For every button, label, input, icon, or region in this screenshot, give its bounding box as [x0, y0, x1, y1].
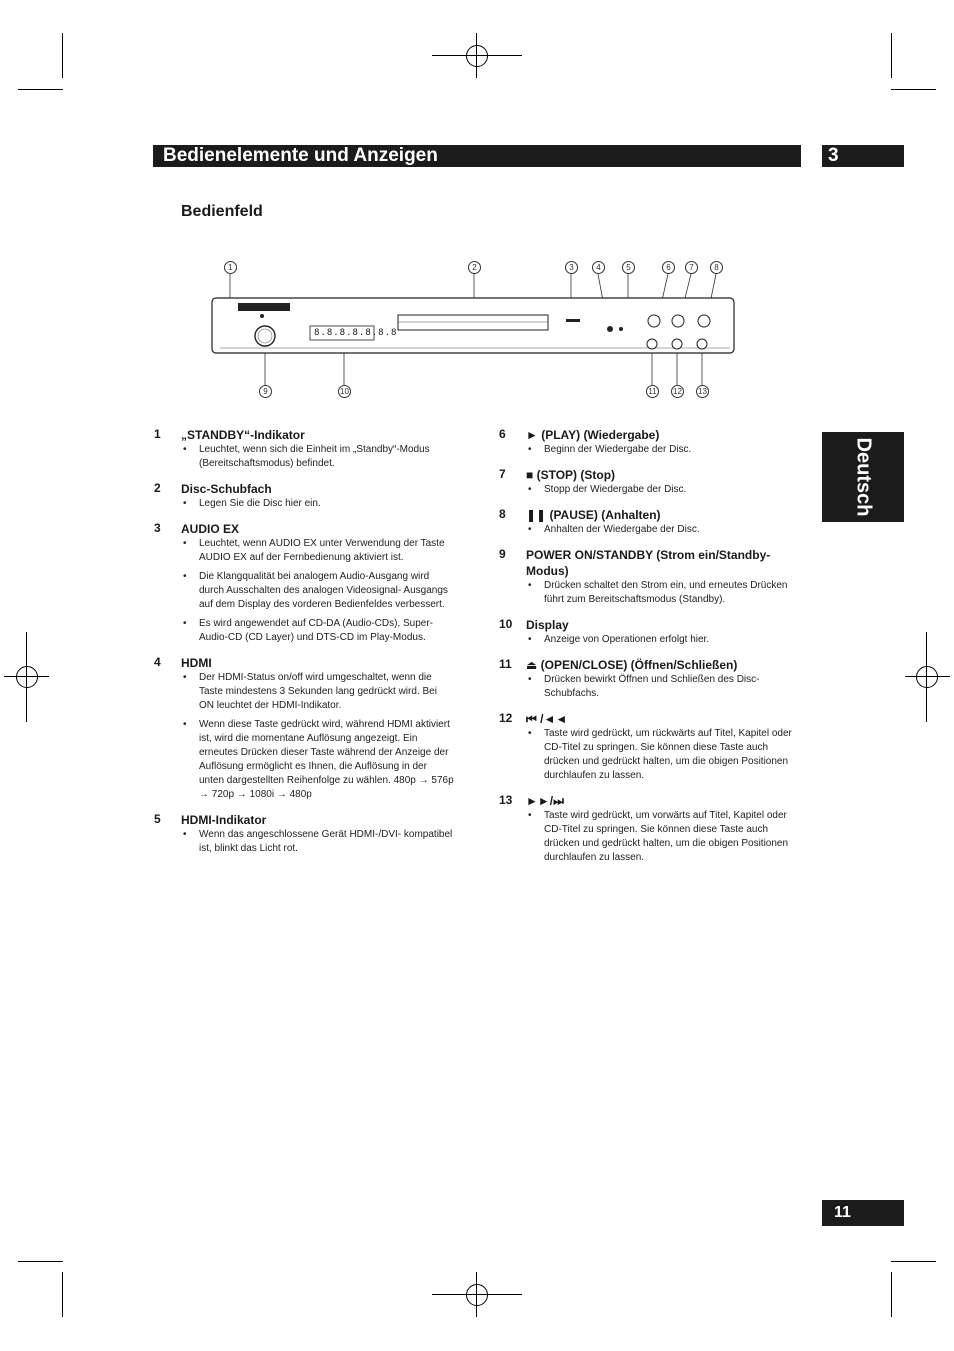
item-title: Disc-Schubfach: [181, 482, 272, 496]
list-item: [499, 793, 799, 865]
crop-mark: [476, 33, 477, 78]
item-title: ⏏ (OPEN/CLOSE) (Öffnen/Schließen): [526, 658, 738, 672]
crop-mark: [18, 89, 63, 90]
language-tab-label: Deutsch: [852, 437, 875, 517]
item-number: 10: [499, 617, 513, 631]
item-bullet: • Wenn diese Taste gedrückt wird, während HDMI aktiviert ist, wird die momentane Auflösung angezeigt. Ein erneutes Drücken dieser Taste während der Anzeige der Auflösung ermöglicht es Ihnen, die Auflösung in der unten dargestellten Reihenfolge zu wählen. 480p → 576p → 720p → 1080i → 480p: [181, 718, 454, 802]
section-title: Bedienfeld: [181, 203, 263, 220]
list-item: [499, 467, 799, 497]
callout-1: 1: [224, 261, 237, 274]
callout-4: 4: [592, 261, 605, 274]
page-number-box: [822, 1200, 904, 1226]
crop-mark: [891, 1261, 936, 1262]
crop-mark: [62, 33, 63, 78]
item-number: 8: [499, 507, 506, 521]
item-bullet: • Der HDMI-Status on/off wird umgeschaltet, wenn die Taste mindestens 3 Sekunden lang gedrückt wird. Bei ON leuchtet der HDMI-Indikator.: [181, 671, 454, 713]
callout-6: 6: [662, 261, 675, 274]
item-number: 12: [499, 711, 513, 725]
item-bullet: • Stopp der Wiedergabe der Disc.: [526, 483, 799, 497]
list-item: [499, 507, 799, 537]
crop-mark: [926, 632, 927, 722]
callout-10: 10: [338, 385, 351, 398]
item-title: HDMI: [181, 656, 212, 670]
registration-mark: [466, 45, 488, 67]
item-title: ⏮ /◄◄: [526, 712, 568, 726]
item-number: 5: [154, 812, 161, 826]
crop-mark: [891, 33, 892, 78]
item-bullet: • Wenn das angeschlossene Gerät HDMI-/DVI- kompatibel ist, blinkt das Licht rot.: [181, 828, 454, 856]
item-number: 6: [499, 427, 506, 441]
item-number: 1: [154, 427, 161, 441]
item-number: 3: [154, 521, 161, 535]
item-number: 7: [499, 467, 506, 481]
item-number: 4: [154, 655, 161, 669]
item-title: AUDIO EX: [181, 522, 240, 536]
language-tab: [822, 432, 904, 522]
page-number: 11: [834, 1204, 851, 1221]
crop-mark: [891, 1272, 892, 1317]
callout-2: 2: [468, 261, 481, 274]
callout-9: 9: [259, 385, 272, 398]
left-column: [154, 427, 454, 866]
item-bullet: • Anhalten der Wiedergabe der Disc.: [526, 523, 799, 537]
chapter-box: [822, 145, 904, 167]
list-item: [154, 427, 454, 471]
registration-mark: [466, 1284, 488, 1306]
list-item: [499, 617, 799, 647]
item-bullet: • Es wird angewendet auf CD-DA (Audio-CDs), Super-Audio-CD (CD Layer) und DTS-CD im Play-Modus.: [181, 617, 454, 645]
crop-mark: [432, 55, 522, 56]
item-bullet: • Leuchtet, wenn sich die Einheit im „Standby“-Modus (Bereitschaftsmodus) befindet.: [181, 443, 454, 471]
header-title: Bedienelemente und Anzeigen: [163, 145, 438, 166]
item-title: HDMI-Indikator: [181, 813, 267, 827]
list-item: [154, 481, 454, 511]
crop-mark: [26, 632, 27, 722]
item-title: ■ (STOP) (Stop): [526, 468, 616, 482]
front-panel-figure: [210, 258, 740, 403]
list-item: [499, 427, 799, 457]
callout-3: 3: [565, 261, 578, 274]
list-item: [154, 812, 454, 856]
item-number: 9: [499, 547, 506, 561]
item-number: 2: [154, 481, 161, 495]
callout-5: 5: [622, 261, 635, 274]
crop-mark: [891, 89, 936, 90]
crop-mark: [905, 676, 950, 677]
crop-mark: [476, 1272, 477, 1317]
header-bar: [153, 145, 801, 167]
item-bullet: • Drücken schaltet den Strom ein, und erneutes Drücken führt zum Bereitschaftsmodus (Standby).: [526, 579, 799, 607]
item-title: ❚❚ (PAUSE) (Anhalten): [526, 508, 661, 522]
item-bullet: • Legen Sie die Disc hier ein.: [181, 497, 454, 511]
chapter-number: 3: [828, 145, 839, 166]
item-title: ►►/⏭: [526, 794, 564, 808]
right-column: [499, 427, 799, 875]
list-item: [154, 655, 454, 802]
registration-mark: [16, 666, 38, 688]
item-bullet: • Anzeige von Operationen erfolgt hier.: [526, 633, 799, 647]
callout-12: 12: [671, 385, 684, 398]
crop-mark: [18, 1261, 63, 1262]
item-title: „STANDBY“-Indikator: [181, 428, 305, 442]
item-bullet: • Beginn der Wiedergabe der Disc.: [526, 443, 799, 457]
list-item: [154, 521, 454, 645]
item-bullet: • Drücken bewirkt Öffnen und Schließen des Disc-Schubfachs.: [526, 673, 799, 701]
crop-mark: [432, 1294, 522, 1295]
item-bullet: • Taste wird gedrückt, um rückwärts auf Titel, Kapitel oder CD-Titel zu springen. Sie können diese Taste auch drücken und gedrückt halten, um die obigen Positionen durchlaufen zu lassen.: [526, 727, 799, 783]
item-bullet: • Leuchtet, wenn AUDIO EX unter Verwendung der Taste AUDIO EX auf der Fernbedienung aktiviert ist.: [181, 537, 454, 565]
list-item: [499, 711, 799, 783]
crop-mark: [62, 1272, 63, 1317]
registration-mark: [916, 666, 938, 688]
item-bullet: • Taste wird gedrückt, um vorwärts auf Titel, Kapitel oder CD-Titel zu springen. Sie können diese Taste auch drücken und gedrückt halten, um die obigen Positionen durchlaufen zu lassen.: [526, 809, 799, 865]
item-title: Display: [526, 618, 569, 632]
callout-11: 11: [646, 385, 659, 398]
callout-8: 8: [710, 261, 723, 274]
callout-13: 13: [696, 385, 709, 398]
item-bullet: • Die Klangqualität bei analogem Audio-Ausgang wird durch Ausschalten des analogen Videosignal- Ausgangs auf dem Display des vorderen Bedienfeldes verbessert.: [181, 570, 454, 612]
callout-7: 7: [685, 261, 698, 274]
item-title: ► (PLAY) (Wiedergabe): [526, 428, 660, 442]
list-item: [499, 657, 799, 701]
item-title: POWER ON/STANDBY (Strom ein/Standby-Modus): [526, 548, 771, 578]
item-number: 11: [499, 657, 512, 671]
list-item: [499, 547, 799, 607]
item-number: 13: [499, 793, 513, 807]
front-panel-illustration: [210, 258, 740, 403]
device-display-text: 8.8.8.8.8.8.8: [314, 328, 398, 338]
